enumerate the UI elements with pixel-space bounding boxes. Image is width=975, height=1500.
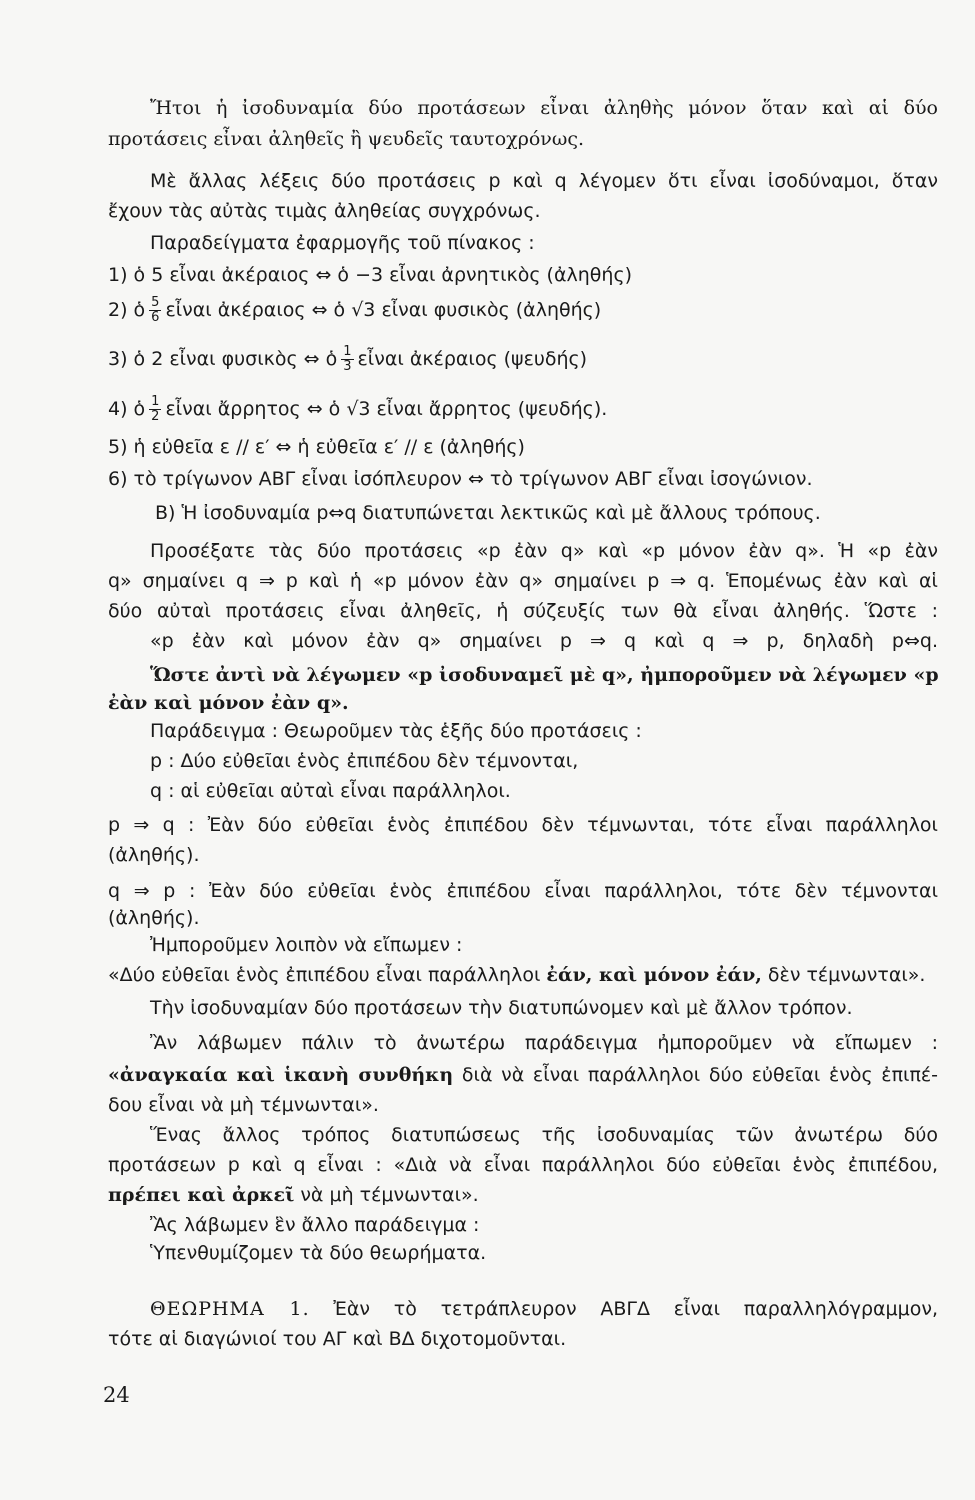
text-line: Προσέξατε τὰς δύο προτάσεις «p ἐὰν q» καὶ «p μόνον ἐὰν q». Ἡ «p ἐὰν	[150, 540, 938, 562]
example-3-rest: εἶναι ἀκέραιος (ψευδής)	[357, 348, 588, 370]
text-line: Ὑπενθυμίζομεν τὰ δύο θεωρήματα.	[150, 1242, 487, 1264]
text-run: δὲν τέμνωνται».	[761, 964, 926, 986]
fraction-denominator: 2	[151, 409, 160, 424]
text-line: Ἕνας ἄλλος τρόπος διατυπώσεως τῆς ἰσοδυναμίας τῶν ἀνωτέρω δύο	[150, 1124, 938, 1146]
text-line: (ἀληθής).	[108, 907, 200, 929]
example-2-prefix: 2) ὁ	[108, 299, 146, 321]
fraction-numerator: 1	[151, 394, 160, 409]
text-line	[108, 962, 938, 988]
text-line: Ἂν λάβωμεν πάλιν τὸ ἀνωτέρω παράδειγμα ἠμποροῦμεν νὰ εἴπωμεν :	[150, 1032, 938, 1054]
text-line: (ἀληθής).	[108, 844, 200, 866]
example-2-rest: εἶναι ἀκέραιος ⇔ ὁ √3 εἶναι φυσικὸς (ἀληθής)	[165, 299, 602, 321]
section-b: Β) Ἡ ἰσοδυναμία p⇔q διατυπώνεται λεκτικῶς καὶ μὲ ἄλλους τρόπους.	[155, 502, 821, 524]
bold-phrase: ἐάν, καὶ μόνον ἐάν,	[546, 964, 762, 986]
text-line	[108, 1182, 938, 1208]
theorem-1	[150, 1296, 938, 1322]
text-run: διὰ νὰ εἶναι παράλληλοι δύο εὐθεῖαι ἑνὸς ἐπιπέ-	[453, 1064, 939, 1086]
text-line: δύο αὐταὶ προτάσεις εἶναι ἀληθεῖς, ἡ σύζευξίς των θὰ εἶναι ἀληθής. Ὥστε :	[108, 600, 938, 622]
example-4-rest: εἶναι ἄρρητος ⇔ ὁ √3 εἶναι ἄρρητος (ψευδής).	[165, 398, 608, 420]
text-line: Μὲ ἄλλας λέξεις δύο προτάσεις p καὶ q λέγομεν ὅτι εἶναι ἰσοδύναμοι, ὅταν	[150, 170, 938, 192]
text-line: δου εἶναι νὰ μὴ τέμνωνται».	[108, 1094, 379, 1116]
fraction	[149, 395, 161, 424]
text-line: ἔχουν τὰς αὐτὰς τιμὰς ἀληθείας συγχρόνως.	[108, 200, 541, 222]
example-1: 1) ὁ 5 εἶναι ἀκέραιος ⇔ ὁ −3 εἶναι ἀρνητικὸς (ἀληθής)	[108, 264, 633, 286]
example-3-prefix: 3) ὁ 2 εἶναι φυσικὸς ⇔ ὁ	[108, 348, 338, 370]
fraction	[341, 345, 353, 374]
text-line: q ⇒ p : Ἐὰν δύο εὐθεῖαι ἑνὸς ἐπιπέδου εἶναι παράλληλοι, τότε δὲν τέμνονται	[108, 880, 938, 902]
example-3	[108, 345, 938, 374]
bold-phrase: πρέπει καὶ ἀρκεῖ	[108, 1184, 295, 1206]
text-run: νὰ μὴ τέμνωνται».	[294, 1184, 479, 1206]
example-5: 5) ἡ εὐθεῖα ε // ε′ ⇔ ἡ εὐθεῖα ε′ // ε (ἀληθής)	[108, 436, 525, 458]
example-4	[108, 395, 938, 424]
text-line: Παράδειγμα : Θεωροῦμεν τὰς ἑξῆς δύο προτάσεις :	[150, 720, 642, 742]
text-line: q» σημαίνει q ⇒ p καὶ ἡ «p μόνον ἐὰν q» σημαίνει p ⇒ q. Ἑπομένως ἐὰν καὶ αἱ	[108, 570, 938, 592]
text-line	[108, 1062, 938, 1088]
text-line: «p ἐὰν καὶ μόνον ἐὰν q» σημαίνει p ⇒ q καὶ q ⇒ p, δηλαδὴ p⇔q.	[150, 630, 938, 652]
page-number: 24	[103, 1383, 130, 1407]
theorem-label: ΘΕΩΡΗΜΑ 1.	[150, 1298, 310, 1320]
example-4-prefix: 4) ὁ	[108, 398, 146, 420]
example-6: 6) τὸ τρίγωνον ΑΒΓ εἶναι ἰσόπλευρον ⇔ τὸ τρίγωνον ΑΒΓ εἶναι ἰσογώνιον.	[108, 468, 813, 490]
text-line: Ὥστε ἀντὶ νὰ λέγωμεν «p ἰσοδυναμεῖ μὲ q», ἠμποροῦμεν νὰ λέγωμεν «p	[150, 664, 939, 686]
text-line: Ἠμποροῦμεν λοιπὸν νὰ εἴπωμεν :	[150, 934, 463, 956]
text-line: προτάσεων p καὶ q εἶναι : «Διὰ νὰ εἶναι παράλληλοι δύο εὐθεῖαι ἑνὸς ἐπιπέδου,	[108, 1154, 938, 1176]
text-line: Ἤτοι ἡ ἰσοδυναμία δύο προτάσεων εἶναι ἀληθὴς μόνον ὅταν καὶ αἱ δύο	[150, 97, 938, 119]
text-line: Τὴν ἰσοδυναμίαν δύο προτάσεων τὴν διατυπώνομεν καὶ μὲ ἄλλον τρόπον.	[150, 997, 853, 1019]
theorem-text: Ἐὰν τὸ τετράπλευρον ΑΒΓΔ εἶναι παραλληλόγραμμον,	[309, 1298, 938, 1320]
text-line: Παραδείγματα ἐφαρμογῆς τοῦ πίνακος :	[150, 232, 535, 254]
fraction-numerator: 1	[343, 344, 352, 359]
example-2	[108, 296, 938, 325]
theorem-1-cont: τότε αἱ διαγώνιοί του ΑΓ καὶ ΒΔ διχοτομοῦνται.	[108, 1328, 567, 1350]
text-line: p : Δύο εὐθεῖαι ἑνὸς ἐπιπέδου δὲν τέμνονται,	[150, 750, 579, 772]
bold-phrase: «ἀναγκαία καὶ ἱκανὴ συνθήκη	[108, 1064, 454, 1086]
text-line: προτάσεις εἶναι ἀληθεῖς ἢ ψευδεῖς ταυτοχρόνως.	[108, 128, 585, 150]
text-line: ἐὰν καὶ μόνον ἐὰν q».	[108, 692, 349, 714]
text-line: q : αἱ εὐθεῖαι αὐταὶ εἶναι παράλληλοι.	[150, 780, 511, 802]
text-line: p ⇒ q : Ἐὰν δύο εὐθεῖαι ἑνὸς ἐπιπέδου δὲν τέμνωνται, τότε εἶναι παράλληλοι	[108, 814, 938, 836]
text-line: Ἂς λάβωμεν ἓν ἄλλο παράδειγμα :	[150, 1214, 480, 1236]
fraction	[149, 296, 161, 325]
fraction-numerator: 5	[151, 295, 160, 310]
text-run: «Δύο εὐθεῖαι ἑνὸς ἐπιπέδου εἶναι παράλληλοι	[108, 964, 547, 986]
fraction-denominator: 6	[151, 310, 160, 325]
fraction-denominator: 3	[343, 359, 352, 374]
